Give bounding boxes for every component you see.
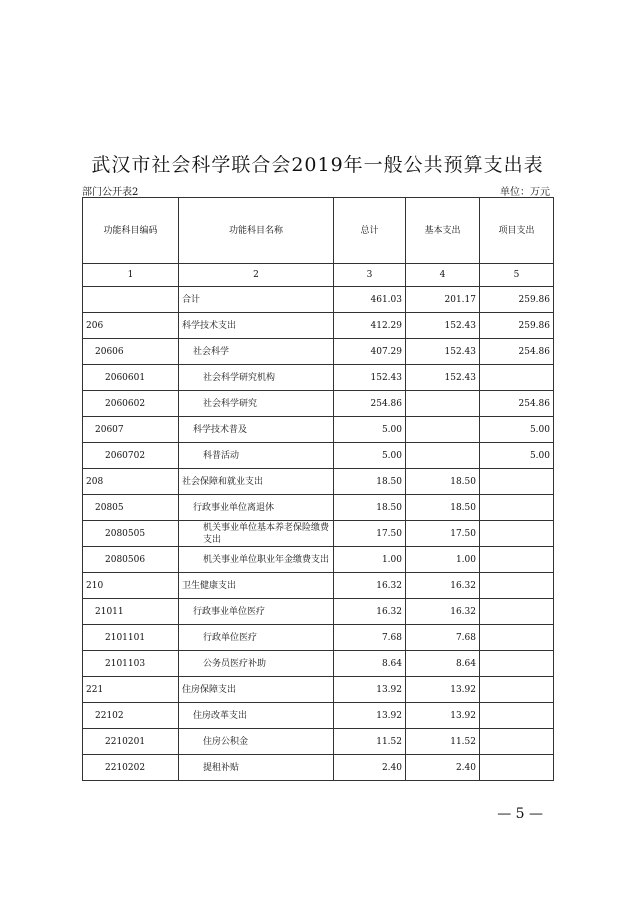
page-title: 武汉市社会科学联合会2019年一般公共预算支出表 <box>91 154 544 176</box>
basic-cell: 18.50 <box>406 469 480 495</box>
basic-cell: 152.43 <box>406 339 480 365</box>
table-row <box>83 625 554 651</box>
index-cell: 2 <box>179 264 334 287</box>
code-cell: 2210202 <box>83 755 179 781</box>
name-cell: 行政事业单位医疗 <box>179 599 334 625</box>
total-cell: 8.64 <box>334 651 406 677</box>
index-cell: 1 <box>83 264 179 287</box>
name-cell: 机关事业单位职业年金缴费支出 <box>179 547 334 573</box>
name-cell: 合计 <box>179 287 334 313</box>
budget-table <box>82 197 554 781</box>
table-row <box>83 313 554 339</box>
name-cell: 住房保障支出 <box>179 677 334 703</box>
total-cell: 17.50 <box>334 521 406 547</box>
project-cell <box>480 703 554 729</box>
project-cell <box>480 625 554 651</box>
total-cell: 407.29 <box>334 339 406 365</box>
name-cell: 行政事业单位离退休 <box>179 495 334 521</box>
header-basic: 基本支出 <box>406 198 480 264</box>
basic-cell <box>406 417 480 443</box>
name-cell: 住房公积金 <box>179 729 334 755</box>
basic-cell: 7.68 <box>406 625 480 651</box>
project-cell <box>480 677 554 703</box>
header-code: 功能科目编码 <box>83 198 179 264</box>
table-row <box>83 495 554 521</box>
total-cell: 18.50 <box>334 469 406 495</box>
code-cell: 2060702 <box>83 443 179 469</box>
basic-cell: 13.92 <box>406 677 480 703</box>
unit-label: 单位：万元 <box>500 187 550 198</box>
code-cell: 21011 <box>83 599 179 625</box>
basic-cell: 18.50 <box>406 495 480 521</box>
page-number: — 5 — <box>497 806 543 822</box>
name-cell: 科学技术普及 <box>179 417 334 443</box>
name-cell: 科学技术支出 <box>179 313 334 339</box>
basic-cell: 152.43 <box>406 365 480 391</box>
name-cell: 社会保障和就业支出 <box>179 469 334 495</box>
total-cell: 461.03 <box>334 287 406 313</box>
table-row <box>83 547 554 573</box>
table-row <box>83 599 554 625</box>
basic-cell: 201.17 <box>406 287 480 313</box>
basic-cell: 2.40 <box>406 755 480 781</box>
basic-cell: 11.52 <box>406 729 480 755</box>
index-cell: 5 <box>480 264 554 287</box>
table-row <box>83 521 554 547</box>
total-cell: 7.68 <box>334 625 406 651</box>
project-cell <box>480 755 554 781</box>
code-cell: 208 <box>83 469 179 495</box>
total-cell: 1.00 <box>334 547 406 573</box>
code-cell: 206 <box>83 313 179 339</box>
basic-cell <box>406 443 480 469</box>
project-cell: 259.86 <box>480 287 554 313</box>
total-cell: 5.00 <box>334 417 406 443</box>
name-cell: 卫生健康支出 <box>179 573 334 599</box>
index-cell: 4 <box>406 264 480 287</box>
header-row <box>83 198 554 264</box>
code-cell: 2210201 <box>83 729 179 755</box>
project-cell <box>480 365 554 391</box>
project-cell: 254.86 <box>480 391 554 417</box>
basic-cell <box>406 391 480 417</box>
code-cell: 221 <box>83 677 179 703</box>
total-cell: 18.50 <box>334 495 406 521</box>
name-cell: 机关事业单位基本养老保险缴费支出 <box>179 521 334 547</box>
name-cell: 公务员医疗补助 <box>179 651 334 677</box>
total-cell: 11.52 <box>334 729 406 755</box>
total-cell: 254.86 <box>334 391 406 417</box>
project-cell: 259.86 <box>480 313 554 339</box>
table-row <box>83 443 554 469</box>
basic-cell: 13.92 <box>406 703 480 729</box>
project-cell <box>480 729 554 755</box>
table-row <box>83 469 554 495</box>
header-project: 项目支出 <box>480 198 554 264</box>
form-label: 部门公开表2 <box>82 187 139 198</box>
table-row <box>83 287 554 313</box>
code-cell: 2080506 <box>83 547 179 573</box>
table-row <box>83 729 554 755</box>
basic-cell: 16.32 <box>406 573 480 599</box>
code-cell: 2101101 <box>83 625 179 651</box>
code-cell: 2060602 <box>83 391 179 417</box>
total-cell: 2.40 <box>334 755 406 781</box>
total-cell: 16.32 <box>334 599 406 625</box>
code-cell: 2060601 <box>83 365 179 391</box>
name-cell: 社会科学 <box>179 339 334 365</box>
code-cell: 2080505 <box>83 521 179 547</box>
table-row <box>83 703 554 729</box>
name-cell: 社会科学研究 <box>179 391 334 417</box>
project-cell <box>480 469 554 495</box>
basic-cell: 152.43 <box>406 313 480 339</box>
project-cell <box>480 547 554 573</box>
project-cell: 5.00 <box>480 417 554 443</box>
name-cell: 社会科学研究机构 <box>179 365 334 391</box>
index-cell: 3 <box>334 264 406 287</box>
table-row <box>83 755 554 781</box>
index-row <box>83 264 554 287</box>
table-row <box>83 417 554 443</box>
code-cell: 20606 <box>83 339 179 365</box>
table-row <box>83 677 554 703</box>
total-cell: 16.32 <box>334 573 406 599</box>
project-cell <box>480 521 554 547</box>
project-cell <box>480 495 554 521</box>
project-cell: 5.00 <box>480 443 554 469</box>
basic-cell: 17.50 <box>406 521 480 547</box>
header-total: 总计 <box>334 198 406 264</box>
name-cell: 行政单位医疗 <box>179 625 334 651</box>
total-cell: 412.29 <box>334 313 406 339</box>
code-cell <box>83 287 179 313</box>
project-cell <box>480 599 554 625</box>
table-row <box>83 365 554 391</box>
name-cell: 提租补贴 <box>179 755 334 781</box>
table-row <box>83 391 554 417</box>
code-cell: 22102 <box>83 703 179 729</box>
name-cell: 科普活动 <box>179 443 334 469</box>
header-name: 功能科目名称 <box>179 198 334 264</box>
total-cell: 13.92 <box>334 677 406 703</box>
code-cell: 210 <box>83 573 179 599</box>
table-row <box>83 339 554 365</box>
table-row <box>83 651 554 677</box>
total-cell: 5.00 <box>334 443 406 469</box>
project-cell: 254.86 <box>480 339 554 365</box>
basic-cell: 16.32 <box>406 599 480 625</box>
code-cell: 2101103 <box>83 651 179 677</box>
total-cell: 13.92 <box>334 703 406 729</box>
name-cell: 住房改革支出 <box>179 703 334 729</box>
code-cell: 20805 <box>83 495 179 521</box>
project-cell <box>480 573 554 599</box>
table-row <box>83 573 554 599</box>
total-cell: 152.43 <box>334 365 406 391</box>
basic-cell: 1.00 <box>406 547 480 573</box>
code-cell: 20607 <box>83 417 179 443</box>
project-cell <box>480 651 554 677</box>
basic-cell: 8.64 <box>406 651 480 677</box>
